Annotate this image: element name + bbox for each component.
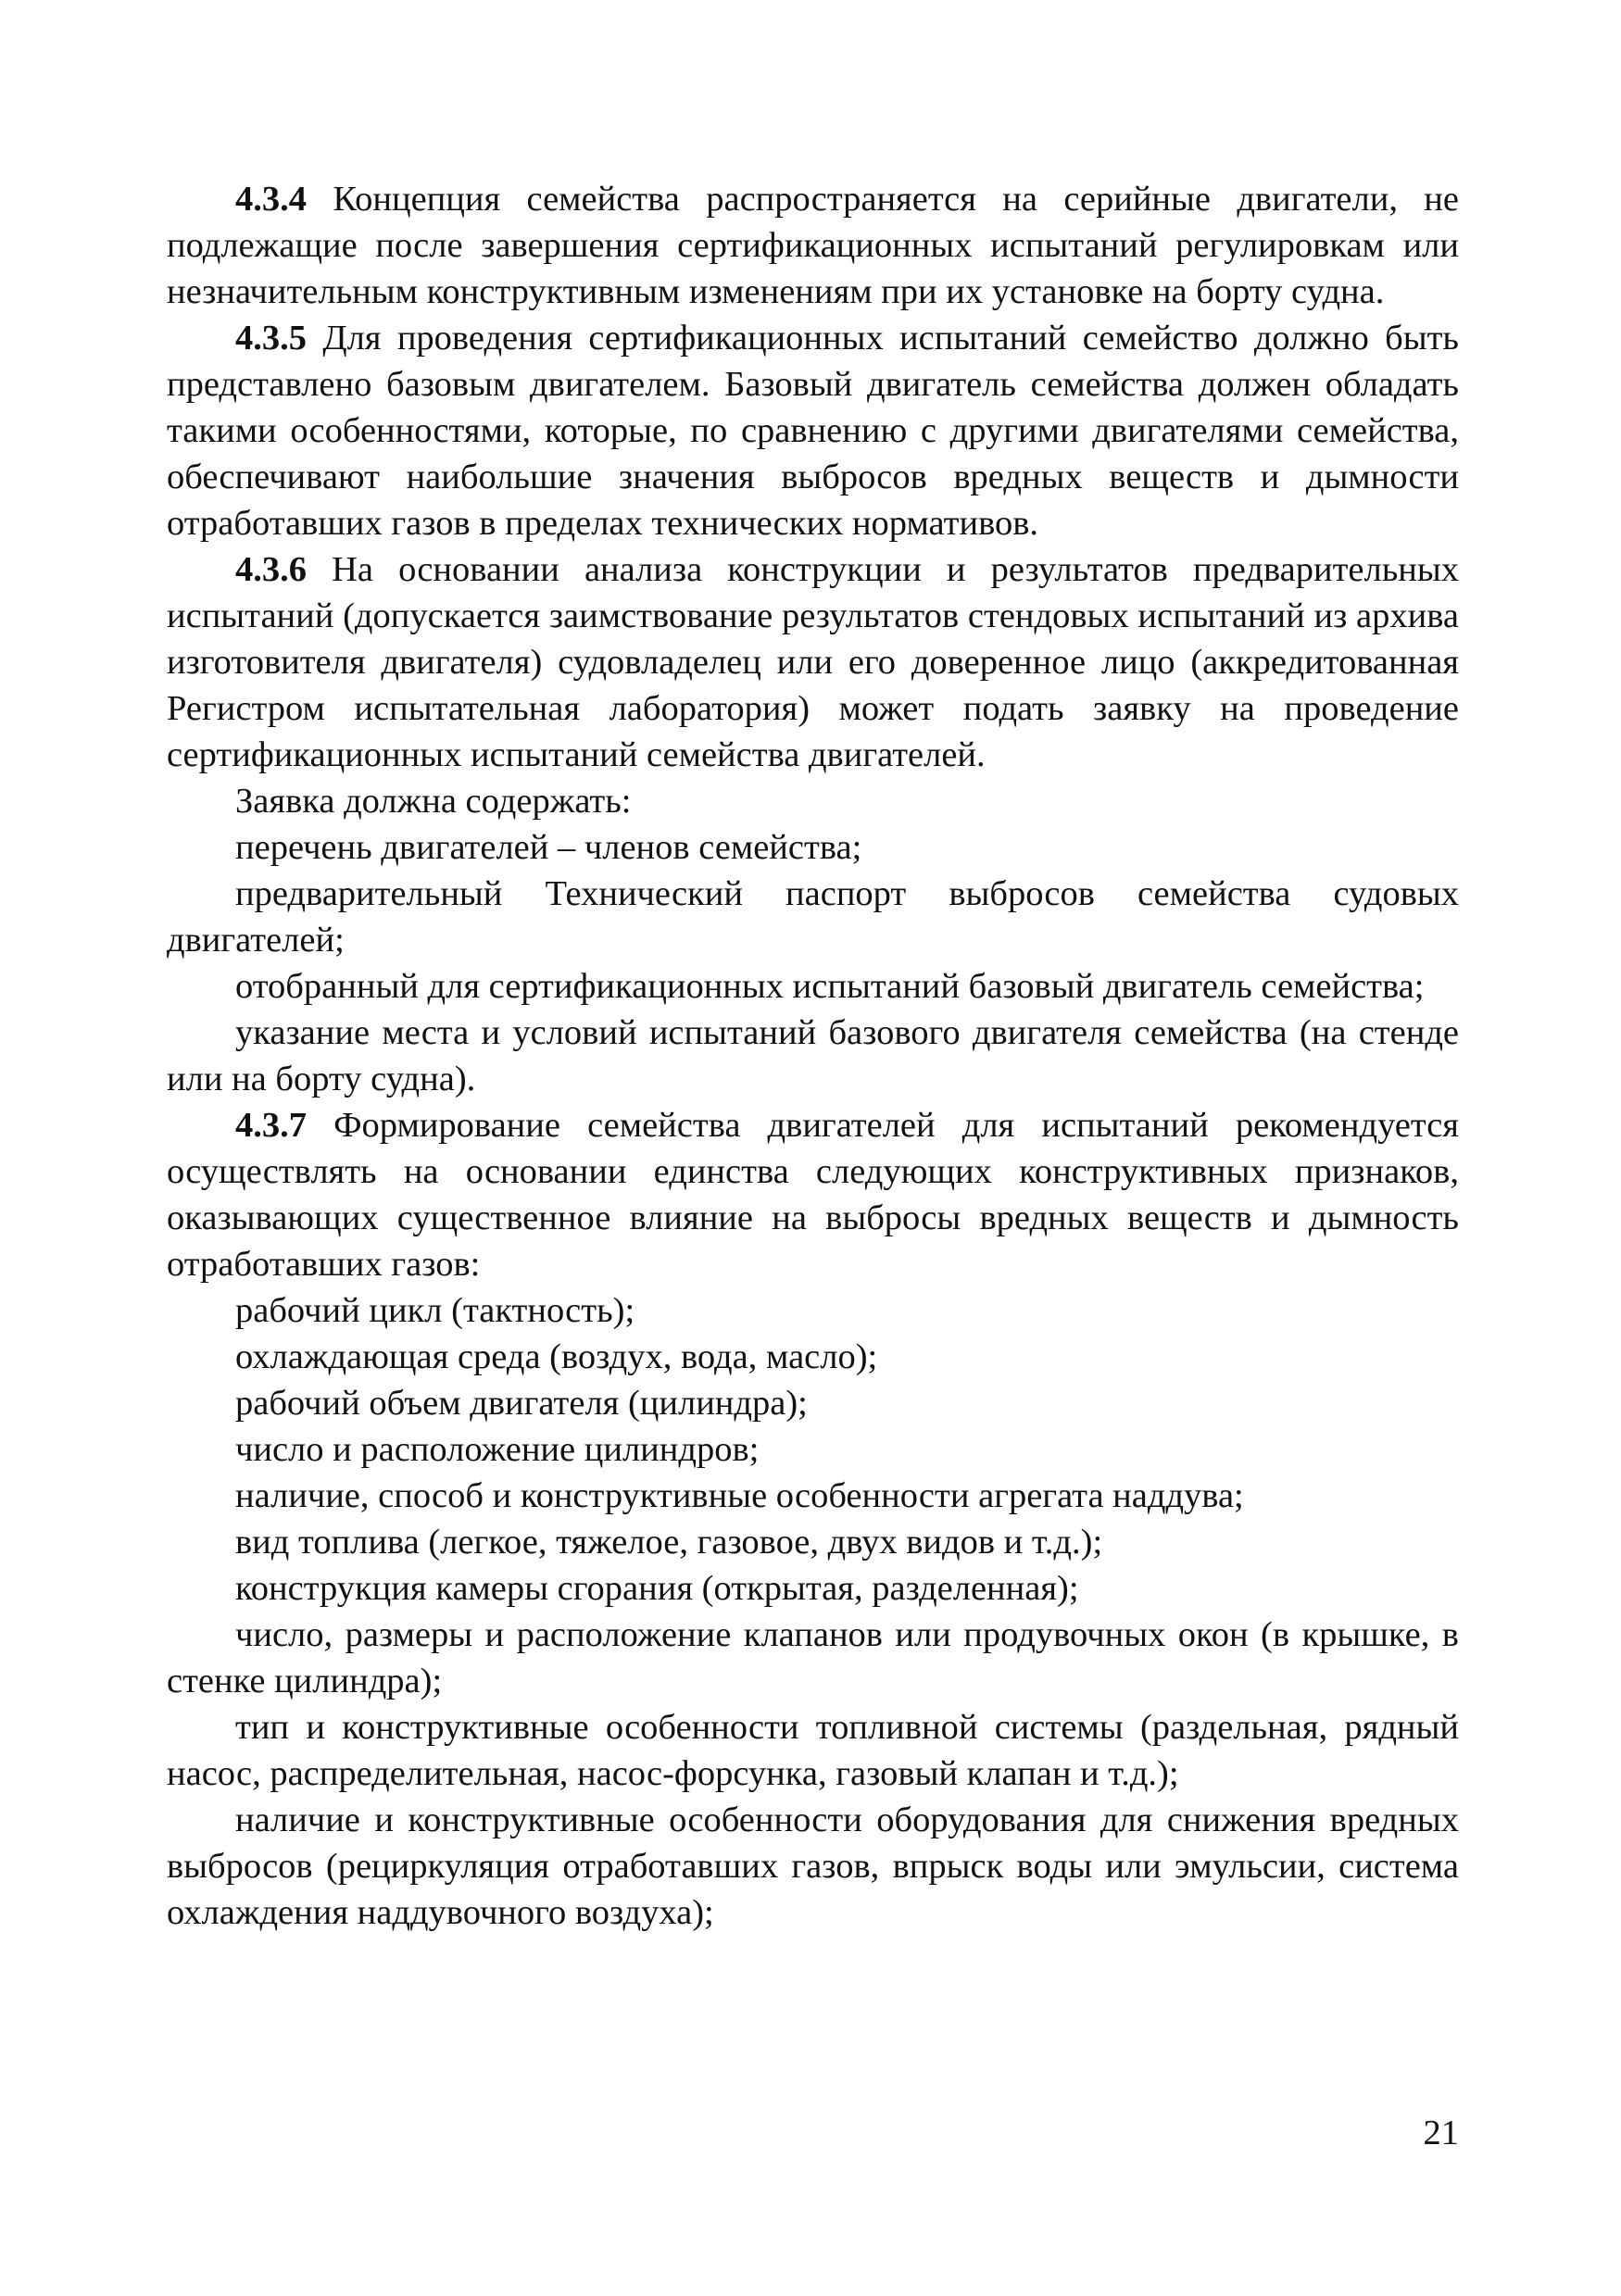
paragraph-text: наличие и конструктивные особенности оборудования для снижения вредных выбросов (рециркуляция отработавших газов, впрыск воды или эмульсии, система охлаждения наддувочного воздуха); [167,1800,1459,1932]
paragraph-text: предварительный Технический паспорт выбросов семейства судовых двигателей; [167,874,1459,960]
paragraph-text: Для проведения сертификационных испытаний семейство должно быть представлено базовым двигателем. Базовый двигатель семейства должен обладать такими особенностями, которые, по сравнению с другими двигателями семейства, обеспечивают наибольшие значения выбросов вредных веществ и дымности отработавших газов в пределах технических нормативов. [167,319,1459,543]
paragraph-text: тип и конструктивные особенности топливной системы (раздельная, рядный насос, распределительная, насос-форсунка, газовый клапан и т.д.); [167,1708,1459,1793]
list-item [167,1010,1459,1102]
paragraph-text: наличие, способ и конструктивные особенности агрегата наддува; [235,1476,1244,1515]
list-item [167,1334,1459,1380]
list-item [167,1426,1459,1473]
list-item [167,1287,1459,1334]
paragraph-4-3-6 [167,546,1459,778]
paragraph-text: число и расположение цилиндров; [235,1430,760,1469]
list-item [167,1797,1459,1936]
application-requirements-intro [167,778,1459,824]
list-item [167,963,1459,1010]
list-item [167,871,1459,963]
section-number: 4.3.4 [235,180,307,219]
paragraph-text: отобранный для сертификационных испытаний базовый двигатель семейства; [235,967,1425,1006]
paragraph-text: Формирование семейства двигателей для испытаний рекомендуется осуществлять на основании единства следующих конструктивных признаков, оказывающих существенное влияние на выбросы вредных веществ и дымность отработавших газов: [167,1106,1459,1284]
paragraph-4-3-7 [167,1102,1459,1287]
paragraph-text: рабочий объем двигателя (цилиндра); [235,1384,808,1423]
paragraph-4-3-5 [167,315,1459,546]
paragraph-text: рабочий цикл (тактность); [235,1291,635,1330]
list-item [167,824,1459,871]
paragraph-text: Заявка должна содержать: [235,782,632,821]
list-item [167,1704,1459,1797]
list-item [167,1380,1459,1426]
paragraph-text: конструкция камеры сгорания (открытая, разделенная); [235,1569,1079,1608]
section-number: 4.3.7 [235,1106,307,1145]
paragraph-text: указание места и условий испытаний базового двигателя семейства (на стенде или на борту судна). [167,1013,1459,1098]
paragraph-text: число, размеры и расположение клапанов или продувочных окон (в крышке, в стенке цилиндра); [167,1615,1459,1700]
paragraph-text: На основании анализа конструкции и результатов предварительных испытаний (допускается заимствование результатов стендовых испытаний из архива изготовителя двигателя) судовладелец или его доверенное лицо (аккредитованная Регистром испытательная лаборатория) может подать заявку на проведение сертификационных испытаний семейства двигателей. [167,550,1459,774]
list-item [167,1473,1459,1519]
list-item [167,1612,1459,1704]
page-number: 21 [1423,2114,1459,2152]
section-number: 4.3.5 [235,319,307,358]
list-item [167,1519,1459,1565]
paragraph-4-3-4 [167,176,1459,315]
paragraph-text: вид топлива (легкое, тяжелое, газовое, двух видов и т.д.); [235,1523,1103,1562]
paragraph-text: охлаждающая среда (воздух, вода, масло); [235,1337,878,1376]
list-item [167,1565,1459,1612]
paragraph-text: Концепция семейства распространяется на серийные двигатели, не подлежащие после завершения сертификационных испытаний регулировкам или незначительным конструктивным изменениям при их установке на борту судна. [167,180,1459,311]
paragraph-text: перечень двигателей – членов семейства; [235,828,862,867]
document-body [167,176,1459,1936]
section-number: 4.3.6 [235,550,307,589]
